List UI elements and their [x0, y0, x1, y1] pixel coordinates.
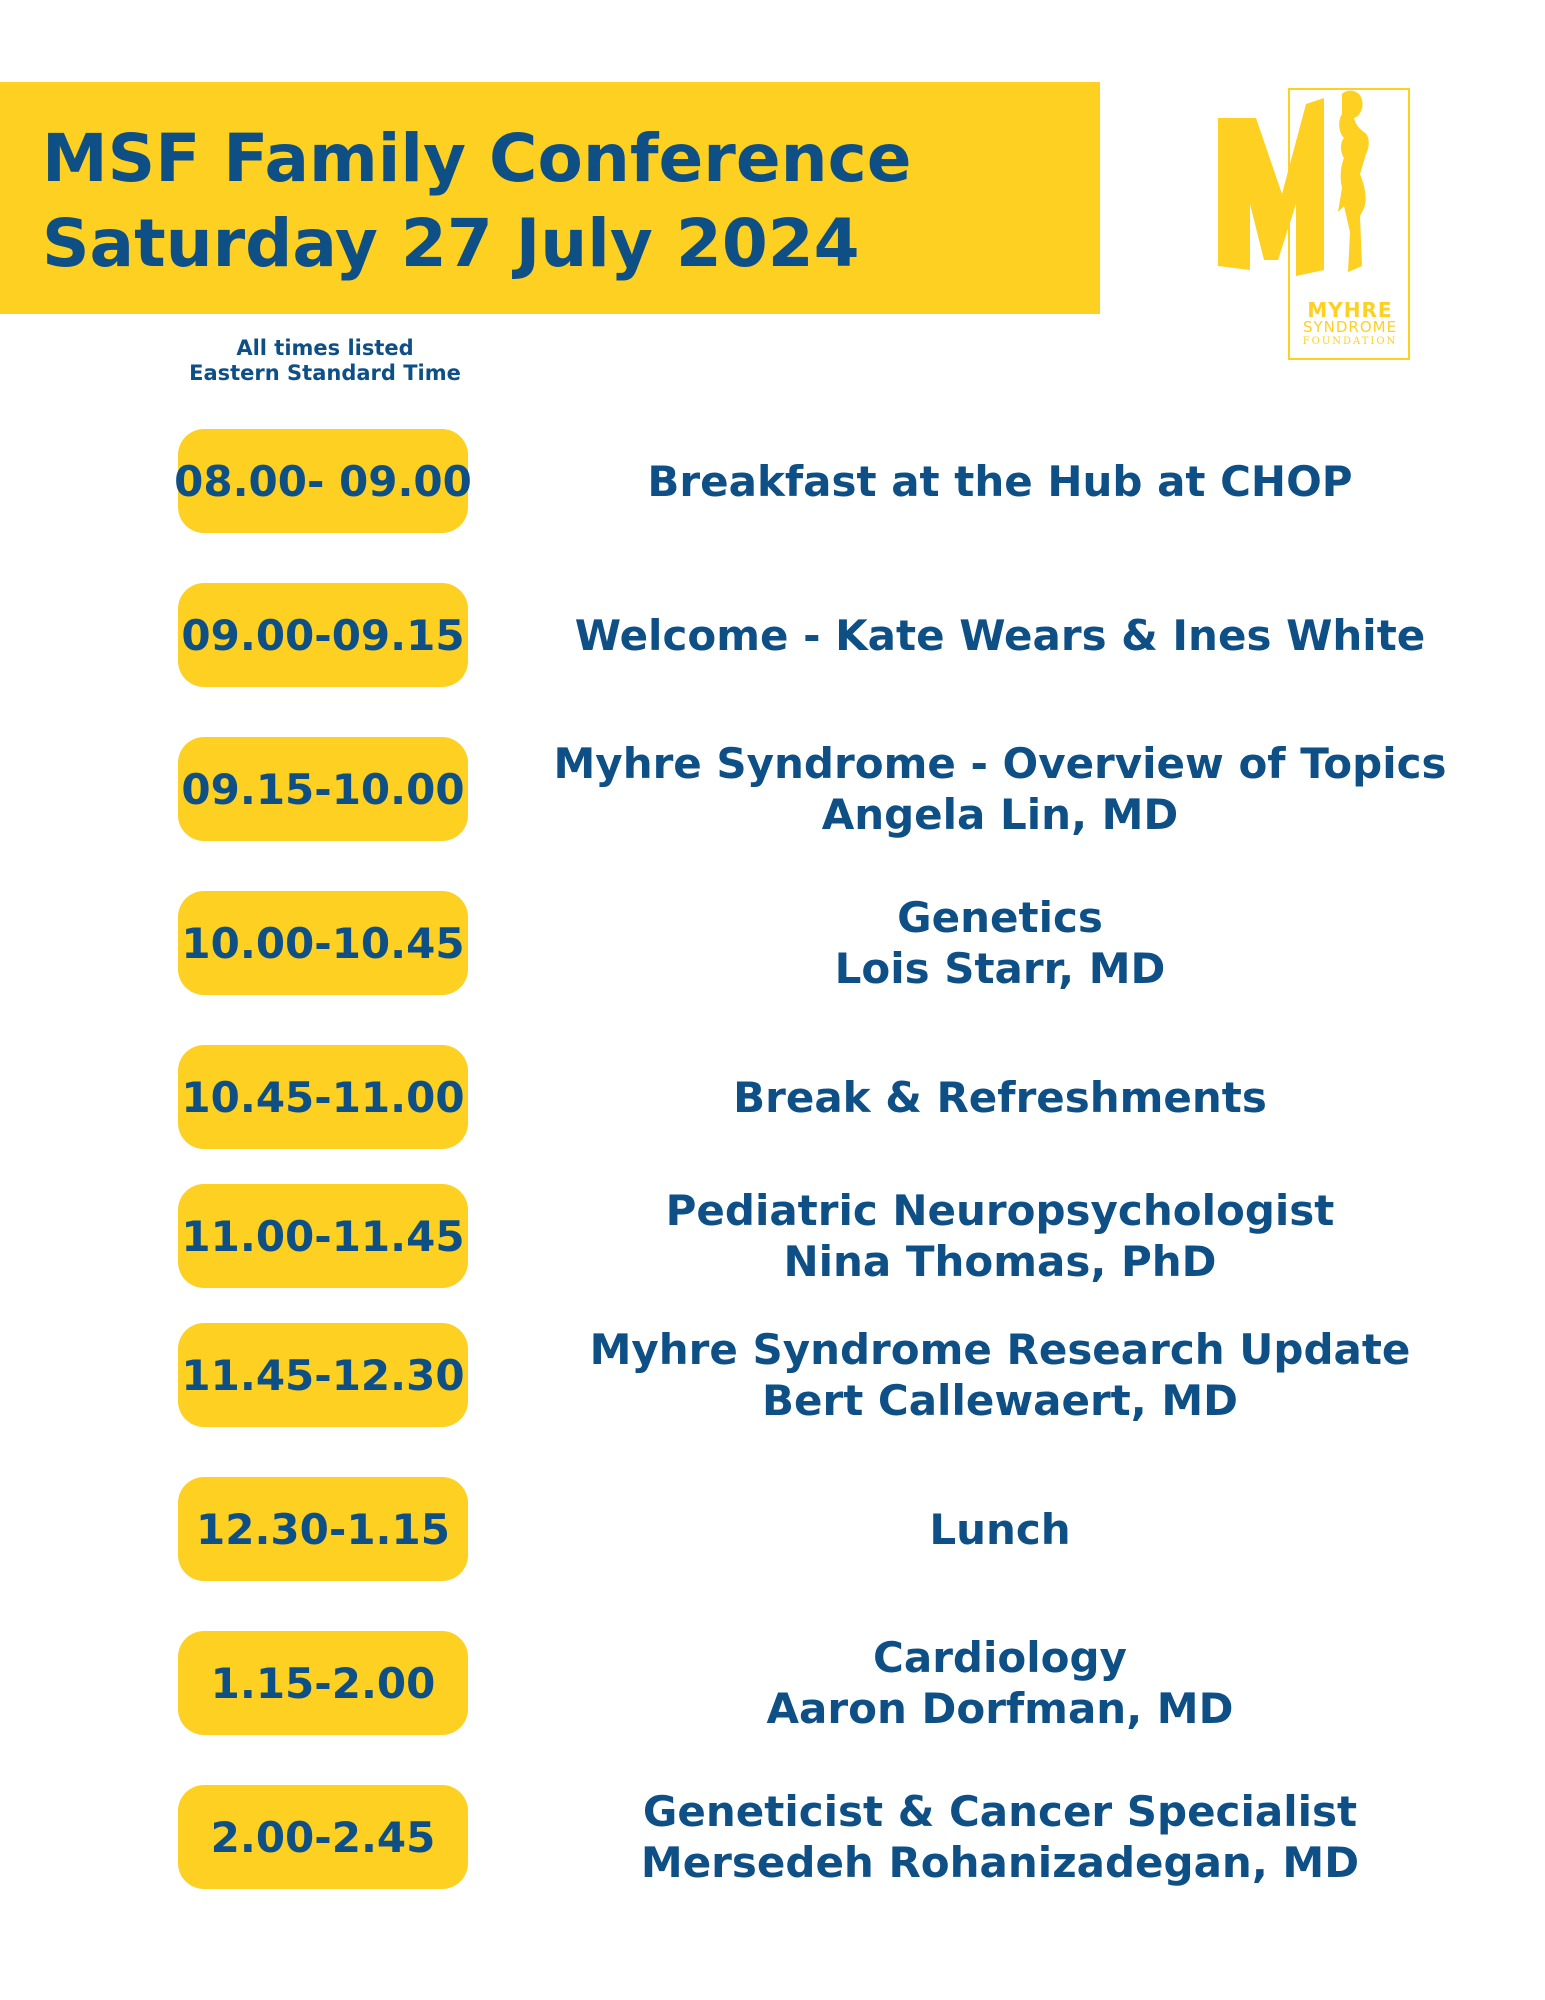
time-pill: 08.00- 09.00 — [178, 429, 468, 533]
session-speaker: Bert Callewaert, MD — [761, 1376, 1238, 1425]
time-pill: 10.45-11.00 — [178, 1045, 468, 1149]
timezone-note-line1: All times listed — [236, 336, 414, 360]
session-info — [560, 1045, 1440, 1149]
session-title: Break & Refreshments — [733, 1072, 1267, 1122]
schedule-row — [0, 737, 1545, 841]
page-date: Saturday 27 July 2024 — [42, 205, 860, 282]
schedule-row — [0, 1323, 1545, 1427]
session-title: Myhre Syndrome - Overview of Topics — [553, 739, 1447, 788]
logo-word-foundation: FOUNDATION — [1302, 336, 1398, 347]
session-title: Pediatric Neuropsychologist — [665, 1186, 1335, 1235]
session-title: Breakfast at the Hub at CHOP — [647, 456, 1353, 506]
logo-m-silhouette-icon — [1218, 84, 1398, 284]
schedule-row — [0, 429, 1545, 533]
session-speaker: Aaron Dorfman, MD — [766, 1684, 1234, 1733]
time-pill: 11.45-12.30 — [178, 1323, 468, 1427]
schedule-row — [0, 1477, 1545, 1581]
session-title: Welcome - Kate Wears & Ines White — [574, 610, 1426, 660]
session-title: Cardiology — [873, 1633, 1127, 1682]
timezone-note-line2: Eastern Standard Time — [189, 361, 461, 385]
logo-word-syndrome: SYNDROME — [1302, 318, 1398, 336]
time-pill: 1.15-2.00 — [178, 1631, 468, 1735]
session-info — [560, 1323, 1440, 1427]
session-info — [553, 737, 1447, 841]
session-title: Genetics — [897, 893, 1103, 942]
time-pill: 09.15-10.00 — [178, 737, 468, 841]
time-pill: 2.00-2.45 — [178, 1785, 468, 1889]
time-pill: 11.00-11.45 — [178, 1184, 468, 1288]
session-title: Lunch — [929, 1504, 1071, 1554]
session-title: Myhre Syndrome Research Update — [589, 1325, 1411, 1374]
session-speaker: Lois Starr, MD — [834, 944, 1166, 993]
session-info — [560, 429, 1440, 533]
myhre-syndrome-foundation-logo — [1218, 84, 1410, 364]
session-info — [560, 1631, 1440, 1735]
time-pill: 09.00-09.15 — [178, 583, 468, 687]
schedule-row — [0, 1631, 1545, 1735]
session-speaker: Angela Lin, MD — [821, 790, 1179, 839]
schedule-row — [0, 1045, 1545, 1149]
schedule-row — [0, 891, 1545, 995]
logo-word-myhre: MYHRE — [1307, 298, 1393, 322]
time-pill: 12.30-1.15 — [178, 1477, 468, 1581]
session-info — [560, 1184, 1440, 1288]
session-info — [560, 891, 1440, 995]
time-pill: 10.00-10.45 — [178, 891, 468, 995]
session-info — [560, 1477, 1440, 1581]
session-title: Geneticist & Cancer Specialist — [642, 1787, 1358, 1836]
session-speaker: Nina Thomas, PhD — [783, 1237, 1217, 1286]
page-title: MSF Family Conference — [42, 120, 912, 197]
schedule-row — [0, 583, 1545, 687]
schedule-row — [0, 1184, 1545, 1288]
session-info — [560, 583, 1440, 687]
session-speaker: Mersedeh Rohanizadegan, MD — [640, 1838, 1360, 1887]
session-info — [560, 1785, 1440, 1889]
schedule-row — [0, 1785, 1545, 1889]
